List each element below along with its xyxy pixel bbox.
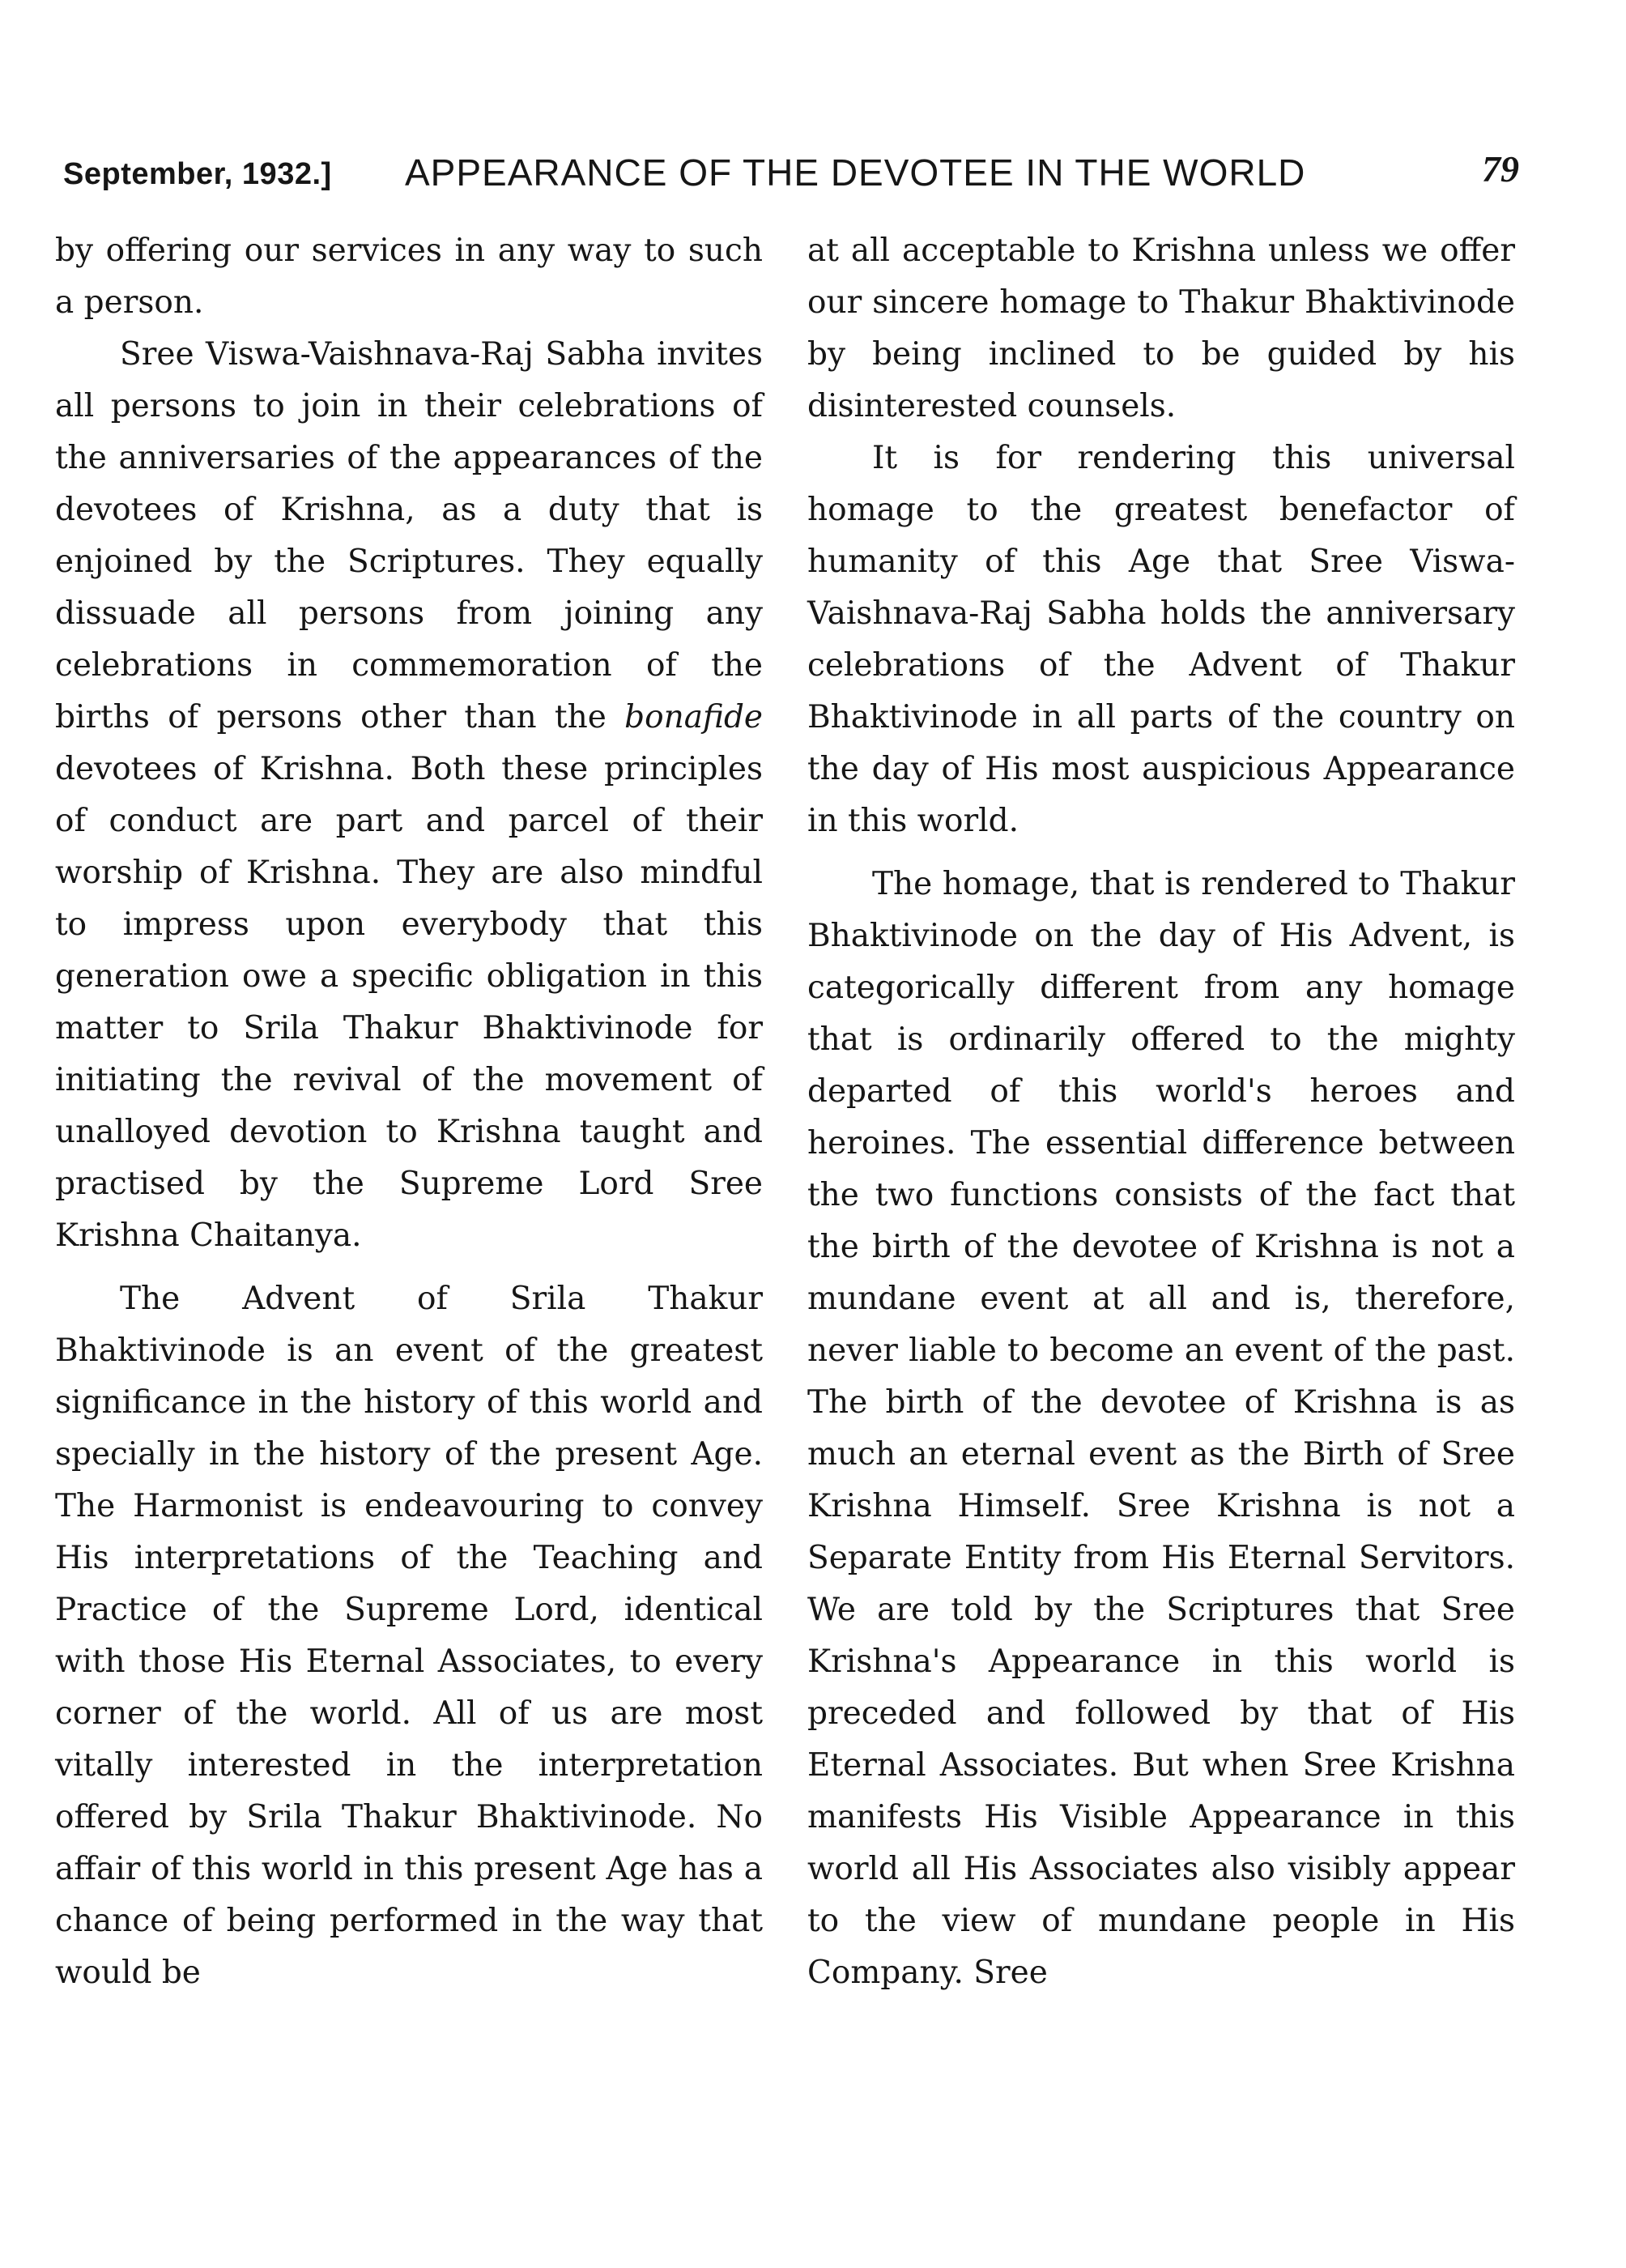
issue-date: September, 1932.] [63,157,332,191]
paragraph-text: Sree Viswa-Vaishnava-Raj Sabha invites all persons to join in their celebrations of the anniversaries of the appearances of the devotees of Krishna, as a duty that is enjoined by the Scriptures. They equally dissuade all persons from joining any celebrations in commemoration of the births of persons other than the [55,336,763,735]
right-column [807,225,1515,1999]
paragraph [55,329,763,1262]
running-head [50,147,1521,204]
paragraph-text: devotees of Krishna. Both these principles of conduct are part and parcel of their worship of Krishna. They are also mindful to impress upon everybody that this generation owe a specific obligation in this matter to Srila Thakur Bhaktivinode for initiating the revival of the movement of unalloyed devotion to Krishna taught and practised by the Supreme Lord Sree Krishna Chaitanya. [55,751,763,1254]
paragraph: It is for rendering this universal homage to the greatest benefactor of humanity of this Age that Sree Viswa-Vaishnava-Raj Sabha holds the anniversary celebrations of the Advent of Thakur Bhaktivinode in all parts of the country on the day of His most auspicious Appearance in this world. [807,440,1515,839]
paragraph: The Advent of Srila Thakur Bhaktivinode is an event of the greatest significance in the history of this world and specially in the history of the present Age. The Harmonist is endeavouring to convey His interpretations of the Teaching and Practice of the Supreme Lord, identical with those His Eternal Associates, to every corner of the world. All of us are most vitally interested in the interpretation offered by Srila Thakur Bhaktivinode. No affair of this world in this present Age has a chance of being performed in the way that would be [55,1281,763,1991]
left-column [55,225,763,1999]
page-number: 79 [1482,148,1519,190]
paragraph: at all acceptable to Krishna unless we offer our sincere homage to Thakur Bhaktivinode by being inclined to be guided by his disinterested counsels. [807,232,1515,424]
italic-word: bonafide [624,699,764,735]
paragraph: The homage, that is rendered to Thakur Bhaktivinode on the day of His Advent, is categorically different from any homage that is ordinarily offered to the mighty departed of this world's heroes and heroines. The essential difference between the two functions consists of the fact that the birth of the devotee of Krishna is not a mundane event at all and is, therefore, never liable to become an event of the past. The birth of the devotee of Krishna is as much an eternal event as the Birth of Sree Krishna Himself. Sree Krishna is not a Separate Entity from His Eternal Servitors. We are told by the Scriptures that Sree Krishna's Appearance in this world is preceded and followed by that of His Eternal Associates. But when Sree Krishna manifests His Visible Appearance in this world all His Associates also visibly appear to the view of mundane people in His Company. Sree [807,866,1515,1991]
paragraph: by offering our services in any way to such a person. [55,232,763,321]
article-title: APPEARANCE OF THE DEVOTEE IN THE WORLD [405,151,1306,194]
